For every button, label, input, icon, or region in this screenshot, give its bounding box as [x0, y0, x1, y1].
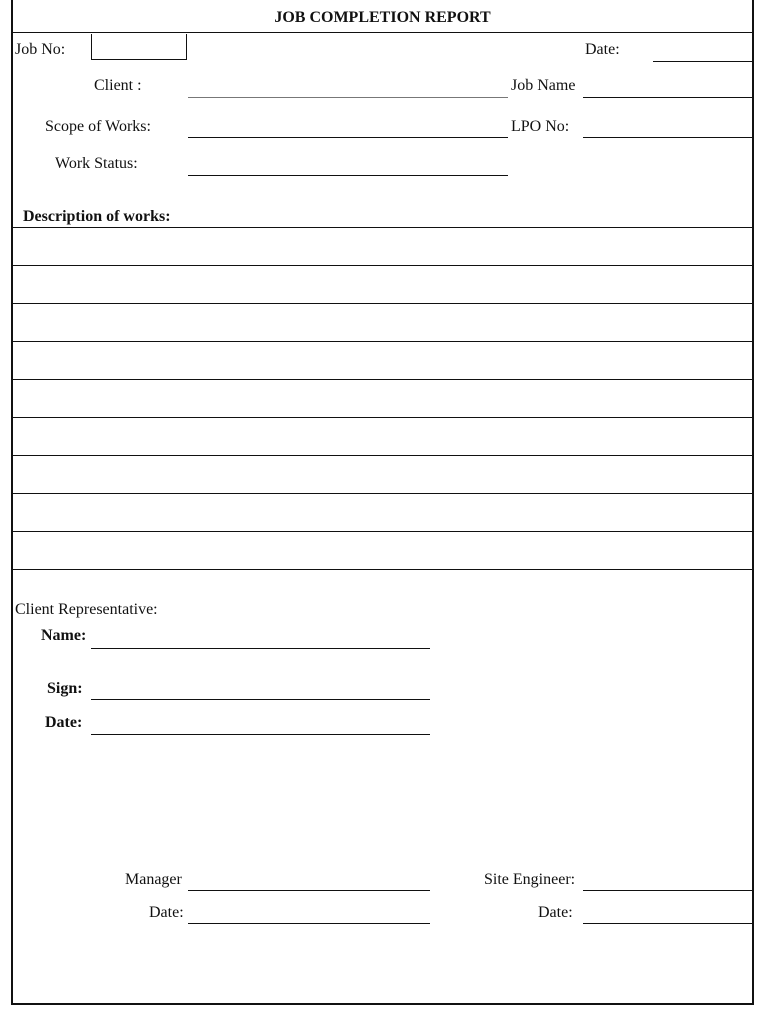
scope-field[interactable] — [188, 137, 508, 138]
description-line[interactable] — [13, 493, 752, 494]
work-status-field[interactable] — [188, 175, 508, 176]
client-rep-heading: Client Representative: — [15, 601, 158, 618]
description-line[interactable] — [13, 569, 752, 570]
description-line[interactable] — [13, 417, 752, 418]
manager-label: Manager — [125, 871, 182, 888]
title-divider — [13, 32, 752, 33]
site-engineer-date-label: Date: — [538, 904, 573, 921]
description-line — [13, 227, 752, 228]
manager-date-label: Date: — [149, 904, 184, 921]
description-line[interactable] — [13, 303, 752, 304]
date-label: Date: — [585, 41, 620, 58]
description-line[interactable] — [13, 379, 752, 380]
site-engineer-field[interactable] — [583, 890, 752, 891]
scope-label: Scope of Works: — [45, 118, 151, 135]
lpo-field[interactable] — [583, 137, 752, 138]
job-no-label: Job No: — [15, 41, 66, 58]
client-field[interactable] — [188, 97, 508, 98]
date-field[interactable] — [653, 61, 752, 62]
report-frame — [11, 0, 754, 1005]
manager-field[interactable] — [188, 890, 430, 891]
client-rep-date-label: Date: — [45, 714, 83, 731]
client-rep-name-field[interactable] — [91, 648, 430, 649]
job-no-field[interactable] — [91, 34, 187, 60]
description-label: Description of works: — [23, 208, 171, 225]
lpo-label: LPO No: — [511, 118, 570, 135]
description-line[interactable] — [13, 455, 752, 456]
site-engineer-label: Site Engineer: — [484, 871, 576, 888]
work-status-label: Work Status: — [55, 155, 138, 172]
client-rep-sign-label: Sign: — [47, 680, 83, 697]
site-engineer-date-field[interactable] — [583, 923, 752, 924]
description-line[interactable] — [13, 265, 752, 266]
client-rep-name-label: Name: — [41, 627, 87, 644]
report-title: JOB COMPLETION REPORT — [274, 9, 491, 26]
job-name-field[interactable] — [583, 97, 752, 98]
client-rep-date-field[interactable] — [91, 734, 430, 735]
client-label: Client : — [94, 77, 142, 94]
manager-date-field[interactable] — [188, 923, 430, 924]
description-line[interactable] — [13, 531, 752, 532]
job-name-label: Job Name — [511, 77, 576, 94]
client-rep-sign-field[interactable] — [91, 699, 430, 700]
description-line[interactable] — [13, 341, 752, 342]
